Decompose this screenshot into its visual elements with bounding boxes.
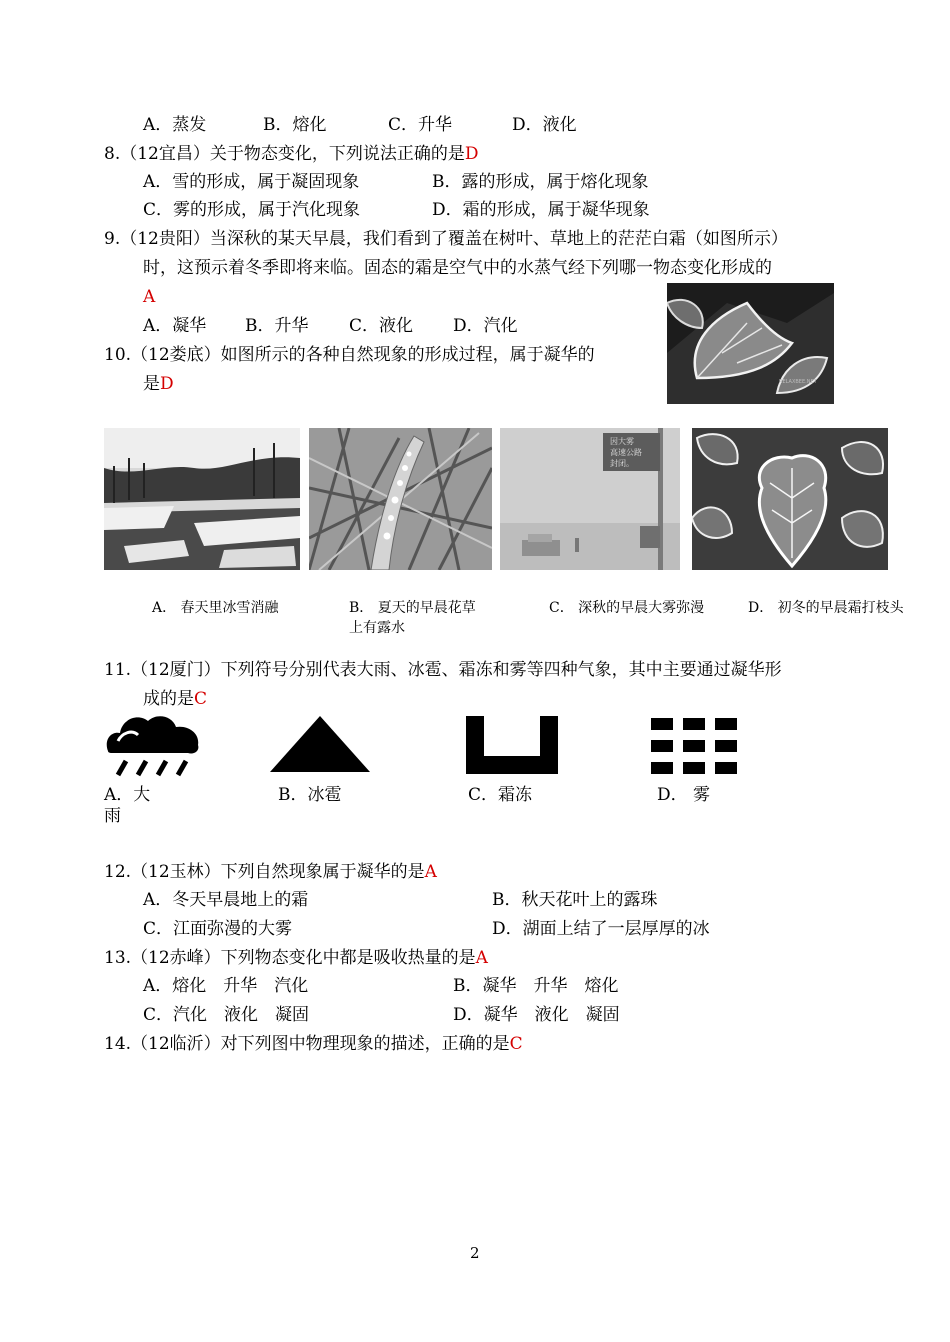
- q9-stem-line1: 9.（12贵阳）当深秋的某天早晨，我们看到了覆盖在树叶、草地上的茫茫白霜（如图所示）: [104, 229, 788, 249]
- q8-option-d: D．霜的形成，属于凝华现象: [432, 200, 650, 220]
- q7-option-d: D．液化: [512, 115, 577, 135]
- q12-option-c: C．江面弥漫的大雾: [143, 919, 293, 939]
- fog-sign-line2: 高速公路: [610, 448, 642, 457]
- fog-sign-line1: 因大雾: [610, 437, 634, 446]
- q12-option-d: D．湖面上结了一层厚厚的冰: [492, 919, 710, 939]
- q8-option-a: A．雪的形成，属于凝固现象: [143, 172, 360, 192]
- q10-caption-b-line2: 上有露水: [349, 620, 405, 636]
- page-number: 2: [470, 1244, 480, 1262]
- q10-caption-a: A． 春天里冰雪消融: [152, 600, 279, 616]
- q13-option-a: A．熔化 升华 汽化: [143, 976, 309, 996]
- q13-option-c: C．汽化 液化 凝固: [143, 1005, 310, 1025]
- q11-label-a-line2: 雨: [104, 806, 121, 826]
- q13-option-d: D．凝华 液化 凝固: [453, 1005, 620, 1025]
- q11-label-c: C．霜冻: [468, 785, 533, 805]
- q12-option-a: A．冬天早晨地上的霜: [143, 890, 309, 910]
- q13-stem: 13.（12赤峰）下列物态变化中都是吸收热量的是A: [104, 948, 488, 968]
- q7-option-a: A．蒸发: [143, 115, 207, 135]
- photo-dew-grass: [309, 428, 492, 570]
- fog-icon: [651, 718, 737, 774]
- q12-stem: 12.（12玉林）下列自然现象属于凝华的是A: [104, 862, 437, 882]
- q13-answer: A: [475, 948, 488, 968]
- q8-answer: D: [464, 144, 479, 164]
- q9-option-a: A．凝华: [143, 316, 207, 336]
- q11-stem-line1: 11.（12厦门）下列符号分别代表大雨、冰雹、霜冻和雾等四种气象，其中主要通过凝华形: [104, 660, 782, 680]
- heavy-rain-icon: [104, 711, 204, 777]
- q9-option-c: C．液化: [349, 316, 414, 336]
- q14-answer: C: [509, 1034, 523, 1054]
- q11-stem-line2: 成的是C: [143, 689, 208, 709]
- q12-option-b: B．秋天花叶上的露珠: [492, 890, 658, 910]
- q10-answer: D: [160, 374, 174, 394]
- frost-leaf-photo: [667, 283, 834, 404]
- q14-stem: 14.（12临沂）对下列图中物理现象的描述，正确的是C: [104, 1034, 523, 1054]
- q10-stem-line1: 10.（12娄底）如图所示的各种自然现象的形成过程，属于凝华的: [104, 345, 595, 365]
- q8-stem: 8.（12宜昌）关于物态变化，下列说法正确的是D: [104, 144, 479, 164]
- q9-option-b: B．升华: [245, 316, 309, 336]
- q13-option-b: B．凝华 升华 熔化: [453, 976, 619, 996]
- q10-caption-d: D． 初冬的早晨霜打枝头: [748, 600, 904, 616]
- q9-stem-line2: 时，这预示着冬季即将来临。固态的霜是空气中的水蒸气经下列哪一物态变化形成的: [143, 258, 772, 278]
- photo-watermark: RELAXBEE.NET: [779, 379, 817, 385]
- frost-icon: [466, 716, 558, 774]
- q11-answer: C: [194, 689, 208, 709]
- q11-label-a: A．大: [104, 785, 151, 805]
- q7-option-b: B．熔化: [263, 115, 327, 135]
- photo-frost-leaves: [692, 428, 888, 570]
- photo-melting-snow: [104, 428, 300, 570]
- q12-answer: A: [424, 862, 437, 882]
- q10-caption-b: B． 夏天的早晨花草: [349, 600, 476, 616]
- q11-label-d: D． 雾: [657, 785, 711, 805]
- q10-stem-line2: 是D: [143, 374, 174, 394]
- q9-answer: A: [143, 287, 156, 307]
- photo-fog-highway: [500, 428, 680, 570]
- q8-option-c: C．雾的形成，属于汽化现象: [143, 200, 361, 220]
- fog-sign-line3: 封闭。: [610, 459, 634, 468]
- q9-option-d: D．汽化: [453, 316, 518, 336]
- q11-label-b: B．冰雹: [278, 785, 342, 805]
- q7-option-c: C．升华: [388, 115, 453, 135]
- q8-option-b: B．露的形成，属于熔化现象: [432, 172, 649, 192]
- q10-caption-c: C． 深秋的早晨大雾弥漫: [549, 600, 705, 616]
- hail-icon: [268, 714, 372, 774]
